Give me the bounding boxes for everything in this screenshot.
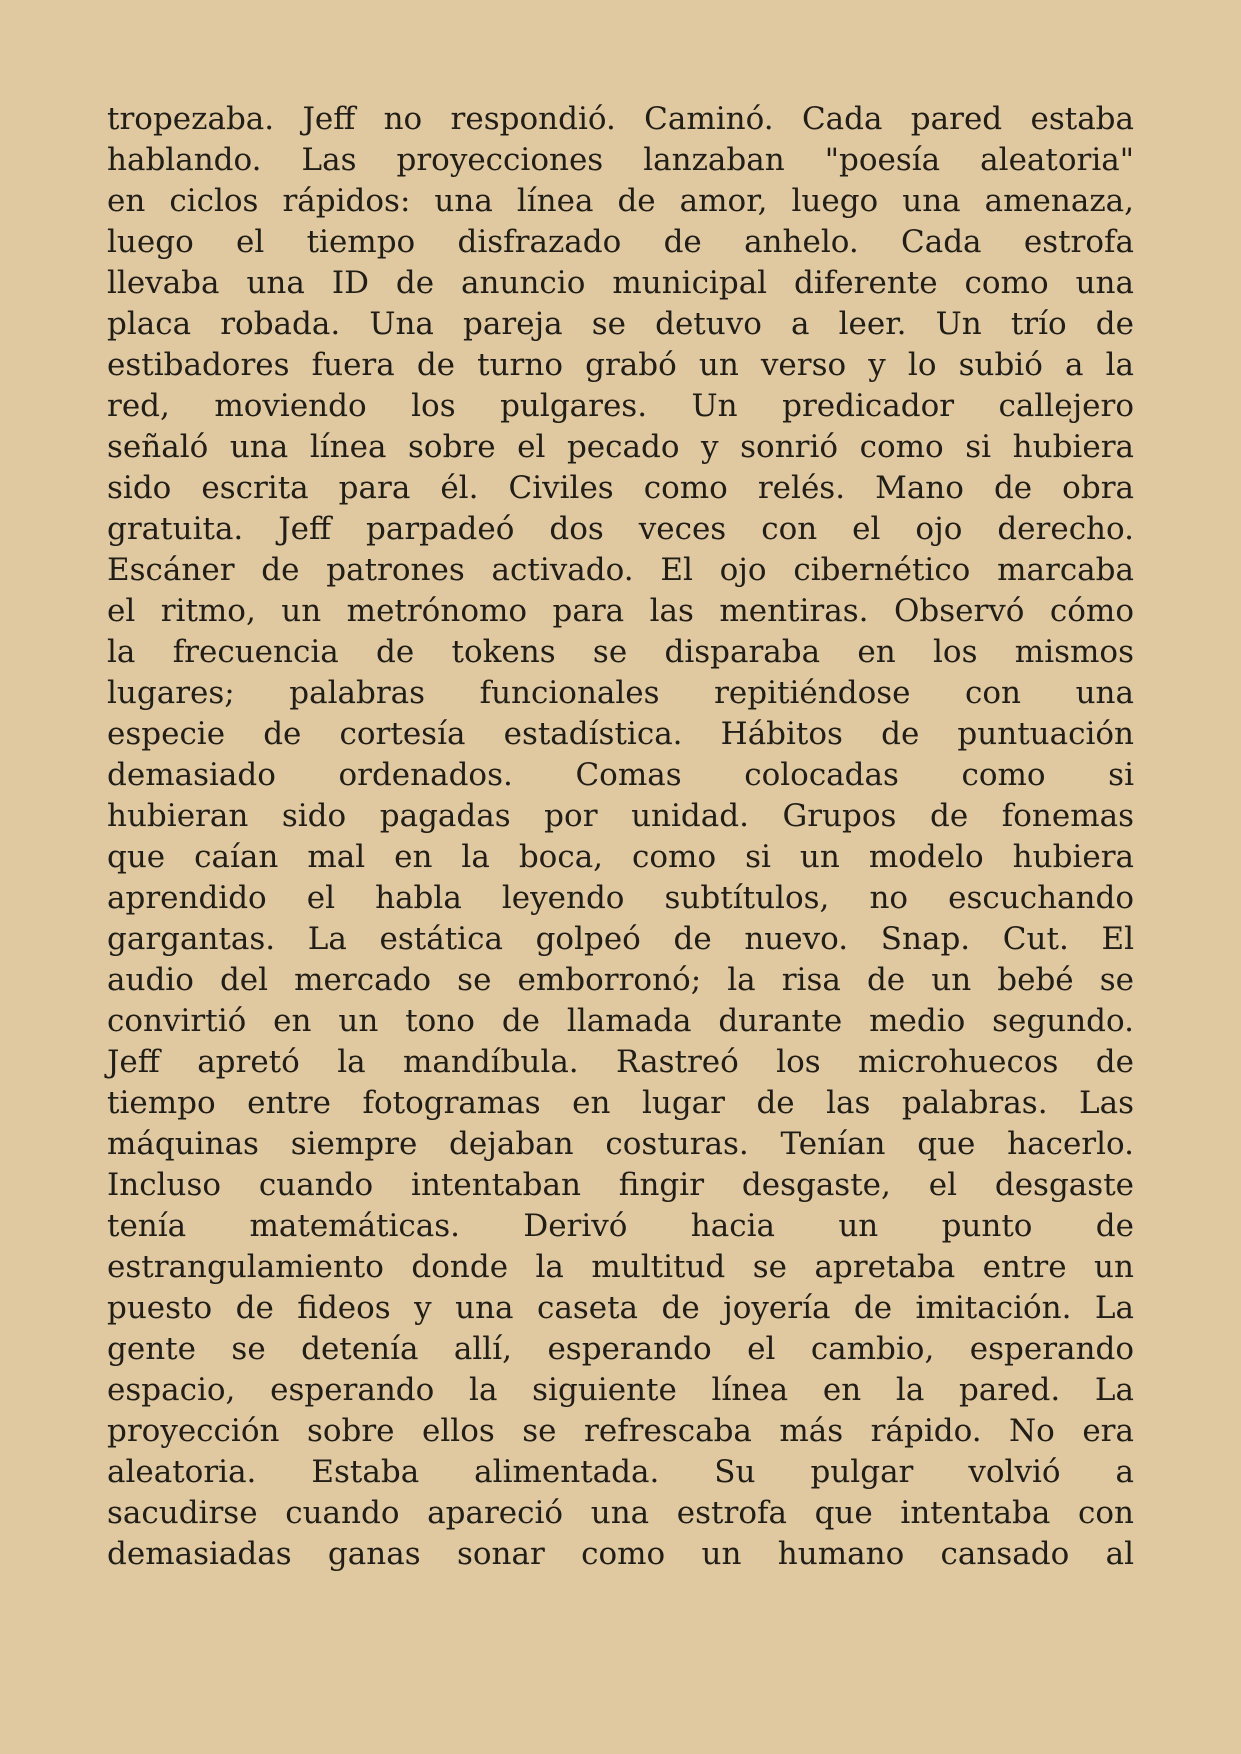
text-line: Incluso cuando intentaban fingir desgaste, el desgaste [107, 1167, 1134, 1203]
text-line: sacudirse cuando apareció una estrofa que intentaba con [107, 1495, 1134, 1531]
text-line: hubieran sido pagadas por unidad. Grupos de fonemas [107, 798, 1134, 834]
text-line: llevaba una ID de anuncio municipal diferente como una [107, 265, 1134, 301]
text-line: gratuita. Jeff parpadeó dos veces con el ojo derecho. [107, 511, 1134, 547]
text-line: aprendido el habla leyendo subtítulos, no escuchando [107, 880, 1134, 916]
page-text [107, 99, 1134, 1575]
text-line: máquinas siempre dejaban costuras. Tenían que hacerlo. [107, 1126, 1134, 1162]
text-line: tropezaba. Jeff no respondió. Caminó. Cada pared estaba [107, 101, 1134, 137]
text-line: Escáner de patrones activado. El ojo cibernético marcaba [107, 552, 1134, 588]
text-line: señaló una línea sobre el pecado y sonrió como si hubiera [107, 429, 1134, 465]
text-line: en ciclos rápidos: una línea de amor, luego una amenaza, [107, 183, 1134, 219]
text-line: gente se detenía allí, esperando el cambio, esperando [107, 1331, 1134, 1367]
text-line: aleatoria. Estaba alimentada. Su pulgar volvió a [107, 1454, 1134, 1490]
text-line: convirtió en un tono de llamada durante medio segundo. [107, 1003, 1134, 1039]
text-line: placa robada. Una pareja se detuvo a leer. Un trío de [107, 306, 1134, 342]
text-line: gargantas. La estática golpeó de nuevo. Snap. Cut. El [107, 921, 1134, 957]
text-line: Jeff apretó la mandíbula. Rastreó los microhuecos de [107, 1044, 1134, 1080]
text-line: que caían mal en la boca, como si un modelo hubiera [107, 839, 1134, 875]
text-line: espacio, esperando la siguiente línea en la pared. La [107, 1372, 1134, 1408]
text-line: especie de cortesía estadística. Hábitos de puntuación [107, 716, 1134, 752]
text-line: luego el tiempo disfrazado de anhelo. Cada estrofa [107, 224, 1134, 260]
text-line: demasiadas ganas sonar como un humano cansado al [107, 1536, 1134, 1572]
text-line: tiempo entre fotogramas en lugar de las palabras. Las [107, 1085, 1134, 1121]
text-line: estrangulamiento donde la multitud se apretaba entre un [107, 1249, 1134, 1285]
text-line: demasiado ordenados. Comas colocadas como si [107, 757, 1134, 793]
text-line: lugares; palabras funcionales repitiéndose con una [107, 675, 1134, 711]
text-line: tenía matemáticas. Derivó hacia un punto de [107, 1208, 1134, 1244]
text-line: la frecuencia de tokens se disparaba en los mismos [107, 634, 1134, 670]
text-line: sido escrita para él. Civiles como relés. Mano de obra [107, 470, 1134, 506]
text-line: audio del mercado se emborronó; la risa de un bebé se [107, 962, 1134, 998]
text-line: puesto de fideos y una caseta de joyería de imitación. La [107, 1290, 1134, 1326]
text-line: estibadores fuera de turno grabó un verso y lo subió a la [107, 347, 1134, 383]
text-line: proyección sobre ellos se refrescaba más rápido. No era [107, 1413, 1134, 1449]
text-line: red, moviendo los pulgares. Un predicador callejero [107, 388, 1134, 424]
text-line: hablando. Las proyecciones lanzaban "poesía aleatoria" [107, 142, 1134, 178]
text-line: el ritmo, un metrónomo para las mentiras. Observó cómo [107, 593, 1134, 629]
